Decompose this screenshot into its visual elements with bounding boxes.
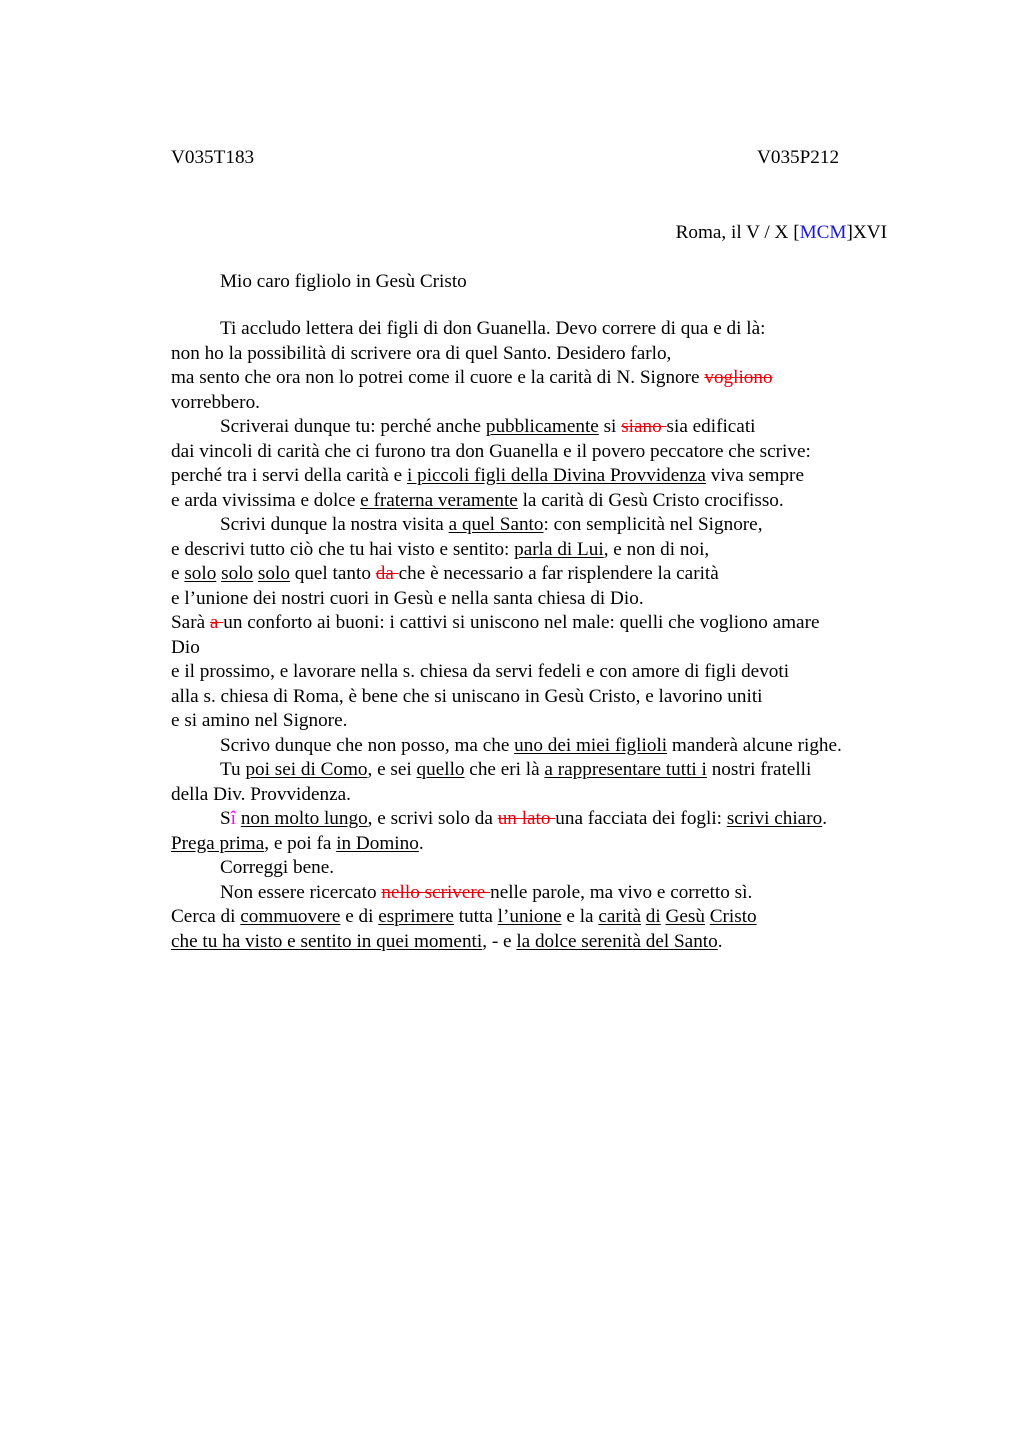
text-segment: vorrebbero. <box>171 391 260 413</box>
letter-line <box>171 685 891 710</box>
letter-line <box>171 734 891 759</box>
text-segment: alla s. chiesa di Roma, è bene che si uniscano in Gesù Cristo, e lavorino uniti <box>171 685 763 707</box>
text-segment: e <box>171 563 185 584</box>
letter-line <box>171 440 891 465</box>
letter-line <box>171 464 891 489</box>
text-segment: e descrivi tutto ciò che tu hai visto e sentito: <box>171 538 515 560</box>
underlined-text: i piccoli figli della Divina Provvidenza <box>406 465 706 486</box>
letter-line <box>171 832 891 857</box>
underlined-text: poi sei di Como <box>245 759 368 780</box>
text-segment: dai vincoli di carità che ci furono tra don Guanella e il povero peccatore che scrive: <box>171 440 811 462</box>
text-segment: , e poi fa <box>264 832 337 854</box>
letter-body <box>171 317 891 954</box>
text-segment: viva sempre <box>705 465 804 486</box>
letter-line <box>171 881 891 906</box>
underlined-text: Prega prima <box>171 832 265 854</box>
text-segment: nelle parole, ma vivo e corretto sì. <box>490 881 753 903</box>
text-segment: Non essere ricercato <box>220 881 382 903</box>
text-segment: Tu <box>220 759 246 780</box>
date-editorial-insertion: MCM <box>799 222 847 243</box>
text-segment: una facciata dei fogli: <box>555 808 727 829</box>
text-segment: e la <box>561 906 599 927</box>
letter-line <box>171 342 891 367</box>
letter-line <box>171 513 891 538</box>
text-segment: che eri là <box>464 759 545 780</box>
text-segment: S <box>220 808 231 829</box>
text-segment: e il prossimo, e lavorare nella s. chiesa da servi fedeli e con amore di figli devoti <box>171 661 790 682</box>
text-segment: , e scrivi solo da <box>367 808 498 829</box>
letter-line <box>171 807 891 832</box>
letter-line <box>171 905 891 930</box>
deleted-text: un lato <box>497 808 556 829</box>
letter-line <box>171 636 891 661</box>
text-segment: Scrivi dunque la nostra visita <box>220 514 449 535</box>
letter-line <box>171 391 891 416</box>
letter-line <box>171 587 891 612</box>
letter-line <box>171 856 891 881</box>
underlined-text: la dolce serenità del Santo <box>516 930 718 952</box>
text-segment: . <box>822 808 827 829</box>
text-segment: . <box>717 930 723 952</box>
deleted-text: siano <box>621 416 667 437</box>
underlined-text: carità <box>598 906 641 927</box>
text-segment: : con semplicità nel Signore, <box>543 514 763 535</box>
letter-line <box>171 709 891 734</box>
text-segment: e di <box>340 906 379 927</box>
underlined-text: commuovere <box>240 906 341 927</box>
underlined-text: uno dei miei figlioli <box>514 734 668 756</box>
underlined-text: e fraterna veramente <box>360 489 518 511</box>
text-segment: , e non di noi, <box>603 538 710 560</box>
text-segment: Sarà <box>171 612 210 633</box>
underlined-text: parla di Lui <box>514 538 604 560</box>
underlined-text: a quel Santo <box>448 514 544 535</box>
letter-line <box>171 783 891 808</box>
letter-line <box>171 415 891 440</box>
letter-line <box>171 758 891 783</box>
underlined-text: solo <box>257 563 290 584</box>
text-segment: un conforto ai buoni: i cattivi si uniscono nel male: quelli che vogliono amare <box>223 612 820 633</box>
letter-line <box>171 660 891 685</box>
text-segment: Dio <box>171 636 200 658</box>
text-segment: perché tra i servi della carità e <box>171 465 407 486</box>
text-segment: sia edificati <box>666 416 756 437</box>
text-segment: . <box>418 832 424 854</box>
text-segment: , - e <box>482 930 517 952</box>
deleted-text: nello scrivere <box>381 881 491 903</box>
text-segment: ma sento che ora non lo potrei come il cuore e la carità di N. Signore <box>171 367 705 388</box>
document-code-left: V035T183 <box>171 147 255 168</box>
text-segment: , e sei <box>367 759 417 780</box>
salutation: Mio caro figliolo in Gesù Cristo <box>220 271 467 292</box>
date-line <box>676 221 887 245</box>
inserted-mark: î <box>230 808 237 829</box>
letter-line <box>171 366 891 391</box>
underlined-text: in Domino <box>336 832 419 854</box>
letter-line <box>171 317 891 342</box>
underlined-text: pubblicamente <box>485 416 599 437</box>
underlined-text: Gesù <box>665 906 705 927</box>
text-segment: della Div. Provvidenza. <box>171 783 351 805</box>
text-segment: quel tanto <box>289 563 376 584</box>
underlined-text: esprimere <box>378 906 454 927</box>
letter-line <box>171 611 891 636</box>
underlined-text: a rappresentare tutti i <box>544 759 707 780</box>
text-segment: manderà alcune righe. <box>667 734 842 756</box>
text-segment: Correggi bene. <box>220 857 335 878</box>
underlined-text: solo <box>184 563 217 584</box>
underlined-text: che tu ha visto e sentito in quei momenti <box>171 930 483 952</box>
date-suffix: ]XVI <box>846 222 887 243</box>
text-segment: e l’unione dei nostri cuori in Gesù e nella santa chiesa di Dio. <box>171 587 644 609</box>
underlined-text: non molto lungo <box>240 808 368 829</box>
deleted-text: da <box>375 563 399 584</box>
underlined-text: quello <box>416 759 465 780</box>
text-segment: nostri fratelli <box>706 759 812 780</box>
date-prefix: Roma, il V / X [ <box>675 222 800 243</box>
underlined-text: di <box>645 906 661 927</box>
letter-line <box>171 538 891 563</box>
text-segment: la carità di Gesù Cristo crocifisso. <box>517 489 784 511</box>
underlined-text: scrivi chiaro <box>726 808 823 829</box>
text-segment: si <box>598 416 622 437</box>
text-segment: che è necessario a far risplendere la carità <box>398 563 719 584</box>
text-segment: Cerca di <box>171 906 241 927</box>
document-code-right: V035P212 <box>757 147 840 168</box>
text-segment: e arda vivissima e dolce <box>171 489 361 511</box>
text-segment: e si amino nel Signore. <box>171 710 348 731</box>
text-segment: Scriverai dunque tu: perché anche <box>220 416 486 437</box>
underlined-text: l’unione <box>497 906 562 927</box>
text-segment: tutta <box>453 906 498 927</box>
deleted-text: a <box>209 612 224 633</box>
text-segment: Scrivo dunque che non posso, ma che <box>220 734 515 756</box>
underlined-text: Cristo <box>709 906 757 927</box>
letter-line <box>171 489 891 514</box>
deleted-text: vogliono <box>704 367 773 388</box>
underlined-text: solo <box>221 563 254 584</box>
text-segment: Ti accludo lettera dei figli di don Guanella. Devo correre di qua e di là: <box>220 318 766 339</box>
text-segment: non ho la possibilità di scrivere ora di quel Santo. Desidero farlo, <box>171 342 672 364</box>
letter-line <box>171 562 891 587</box>
letter-line <box>171 930 891 955</box>
